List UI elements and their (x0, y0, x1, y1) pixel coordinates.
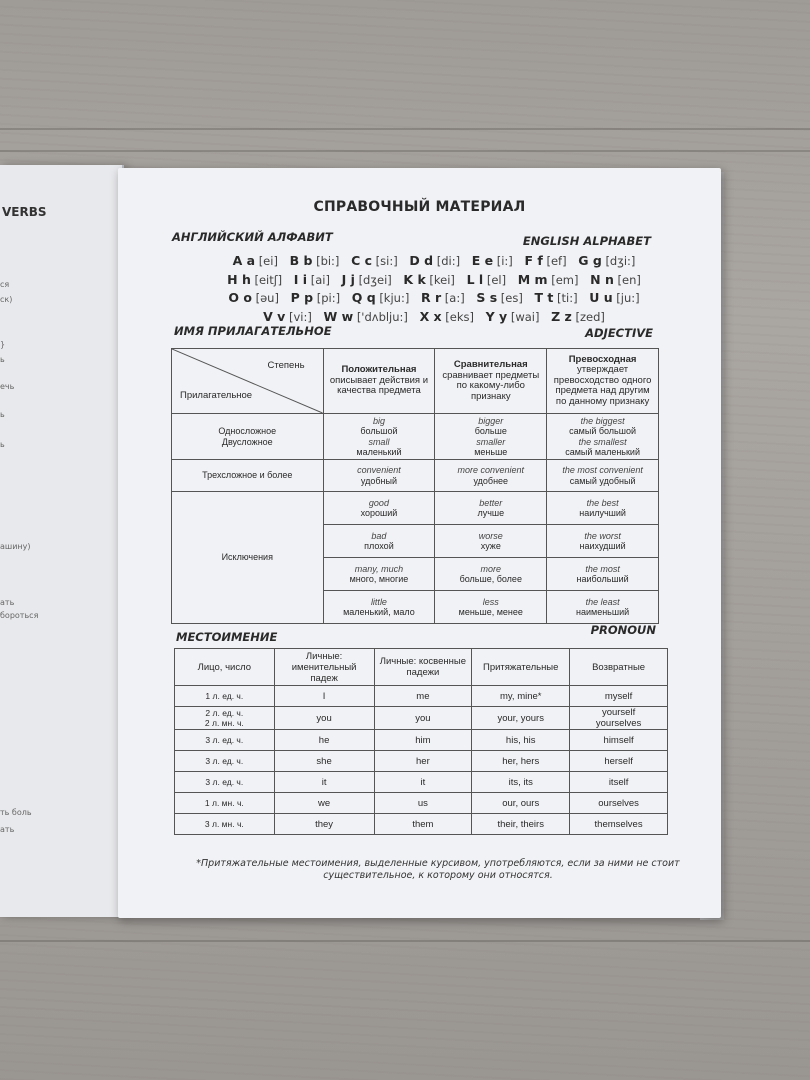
table-cell: they (274, 814, 374, 835)
table-cell: her (374, 751, 472, 772)
letter: Z z (551, 308, 572, 324)
letter: I i (293, 271, 308, 287)
letter: T t (534, 290, 554, 305)
russian-word: много, многие (349, 574, 409, 584)
transcription: [zed] (575, 309, 605, 324)
russian-word: самый большой (569, 426, 637, 436)
adjective-heading-ru: ИМЯ ПРИЛАГАТЕЛЬНОЕ (174, 324, 332, 338)
left-page-fragment: } (0, 340, 6, 349)
footnote-line: существительное, к которому они относятся. (323, 870, 553, 881)
table-cell (323, 460, 435, 492)
english-word: good (368, 497, 389, 508)
table-cell (323, 414, 435, 460)
letter: B b (289, 253, 313, 268)
row-label (172, 414, 324, 460)
table-row (175, 772, 668, 793)
pronoun-heading-ru: МЕСТОИМЕНИЕ (176, 630, 278, 644)
left-page (0, 165, 124, 917)
table-cell (547, 591, 659, 624)
person-number-line: 2 л. мн. ч. (204, 718, 244, 728)
adjective-corner-cell (172, 349, 324, 414)
russian-word: самый удобный (569, 475, 636, 486)
table-cell (323, 558, 435, 591)
left-page-fragment: ать (0, 825, 15, 834)
person-number: 1 л. ед. ч. (175, 686, 275, 707)
table-cell: we (274, 793, 374, 814)
transcription: [eks] (445, 309, 474, 324)
table-cell: our, ours (472, 793, 570, 814)
left-page-fragment: ь (0, 410, 5, 419)
person-number: 3 л. ед. ч. (175, 751, 275, 772)
english-word: convenient (357, 465, 401, 475)
letter: Y y (485, 308, 508, 324)
table-cell: it (274, 772, 374, 793)
letter: R r (420, 290, 442, 305)
english-word: the biggest (580, 415, 625, 426)
column-header-positive (323, 349, 435, 414)
transcription: [bi:] (316, 254, 340, 268)
transcription: [wai] (510, 309, 540, 324)
degree-label: Степень (267, 360, 305, 371)
table-cell: its, its (472, 772, 570, 793)
transcription: [es] (500, 291, 523, 305)
table-cell: he (274, 730, 374, 751)
table-cell (435, 591, 547, 624)
table-cell: it (374, 772, 472, 793)
column-desc: описывает действия и качества предмета (329, 374, 429, 397)
left-page-fragment: ть боль (0, 808, 32, 817)
footnote (158, 858, 718, 882)
alphabet-row (158, 289, 718, 308)
table-cell (323, 525, 435, 558)
alphabet-heading-en: ENGLISH ALPHABET (522, 234, 651, 248)
table-cell: my, mine* (472, 686, 570, 707)
column-title: Положительная (341, 364, 417, 376)
english-word: bad (371, 530, 387, 541)
table-cell: his, his (472, 730, 570, 751)
table-cell: I (274, 686, 374, 707)
reflexive-line: yourself (601, 707, 636, 718)
person-number-line: 2 л. ед. ч. (205, 708, 244, 718)
russian-word: наибольший (576, 574, 629, 584)
letter: W w (323, 308, 354, 324)
table-cell (547, 460, 659, 492)
transcription: [i:] (496, 254, 513, 268)
russian-word: больше, более (459, 574, 522, 584)
pronoun-heading-en: PRONOUN (590, 623, 656, 637)
table-cell (547, 492, 659, 525)
english-word: less (482, 596, 499, 607)
english-word: little (370, 596, 387, 607)
letter: V v (263, 308, 286, 324)
reflexive-line: yourselves (595, 718, 642, 729)
table-row (175, 686, 668, 707)
transcription: [əu] (255, 291, 279, 305)
table-cell: her, hers (472, 751, 570, 772)
letter: E e (471, 253, 494, 268)
table-cell (435, 460, 547, 492)
russian-word: наилучший (579, 508, 626, 518)
table-cell (435, 492, 547, 525)
column-header: Притяжательные (472, 649, 570, 686)
transcription: [ef] (546, 254, 567, 268)
table-cell (547, 558, 659, 591)
transcription: [el] (486, 272, 507, 287)
russian-word: хуже (480, 541, 501, 551)
adjective-heading-en: ADJECTIVE (585, 326, 653, 340)
person-number: 3 л. ед. ч. (175, 772, 275, 793)
russian-word: самый маленький (565, 447, 640, 457)
letter: L l (466, 271, 484, 287)
transcription: [em] (551, 272, 579, 287)
table-cell: herself (570, 751, 668, 772)
transcription: [pi:] (316, 291, 341, 305)
english-word: the smallest (578, 436, 627, 447)
table-row (175, 814, 668, 835)
alphabet-row (158, 252, 718, 271)
transcription: [vi:] (288, 309, 312, 324)
alphabet-block (158, 252, 718, 326)
table-cell: ourselves (570, 793, 668, 814)
english-word: the best (586, 497, 619, 508)
table-row (175, 730, 668, 751)
letter: P p (290, 290, 314, 305)
table-cell: itself (570, 772, 668, 793)
transcription: [ai] (310, 272, 330, 287)
row-label-line: Двусложное (221, 436, 273, 447)
row-label: Исключения (172, 492, 324, 624)
letter: M m (517, 271, 548, 287)
letter: J j (341, 271, 355, 287)
transcription: [si:] (375, 254, 398, 268)
table-cell: him (374, 730, 472, 751)
transcription: [ei] (258, 254, 278, 268)
table-cell: himself (570, 730, 668, 751)
person-number: 3 л. ед. ч. (175, 730, 275, 751)
left-page-fragment: ся (0, 280, 10, 289)
reference-page (118, 168, 721, 918)
table-cell: us (374, 793, 472, 814)
column-desc: сравнивает предметы по какому-либо признаку (442, 369, 540, 402)
russian-word: больше (474, 426, 507, 436)
transcription: [dʒei] (358, 272, 392, 287)
pronoun-table (174, 648, 668, 835)
letter: A a (232, 253, 256, 268)
letter: H h (227, 271, 251, 287)
table-cell: your, yours (472, 707, 570, 730)
russian-word: наихудший (579, 541, 626, 551)
russian-word: меньше (474, 447, 508, 457)
column-desc: утверждает превосходство одного предмета над другим по данному признаку (553, 364, 652, 407)
table-cell: them (374, 814, 472, 835)
column-header-superlative (547, 349, 659, 414)
russian-word: плохой (364, 541, 394, 551)
letter: Q q (351, 290, 376, 305)
table-cell (547, 525, 659, 558)
table-row (175, 707, 668, 730)
table-cell: me (374, 686, 472, 707)
alphabet-row (158, 271, 718, 290)
column-title: Сравнительная (453, 359, 528, 370)
russian-word: удобнее (473, 475, 509, 486)
column-header: Лицо, число (175, 649, 275, 686)
russian-word: маленький (356, 447, 402, 457)
left-page-header: VERBS (2, 205, 47, 219)
letter: F f (524, 253, 543, 268)
letter: U u (589, 290, 613, 305)
table-cell: myself (570, 686, 668, 707)
letter: G g (578, 253, 602, 268)
alphabet-heading-ru: АНГЛИЙСКИЙ АЛФАВИТ (172, 230, 333, 244)
table-cell (323, 492, 435, 525)
letter: C c (351, 253, 373, 268)
person-number: 1 л. мн. ч. (175, 793, 275, 814)
column-title: Превосходная (568, 353, 637, 365)
english-word: bigger (478, 415, 504, 426)
russian-word: меньше, менее (458, 607, 523, 617)
russian-word: хороший (360, 508, 398, 518)
transcription: [eitʃ] (254, 272, 283, 287)
table-cell: she (274, 751, 374, 772)
english-word: more (480, 563, 502, 574)
english-word: big (372, 415, 385, 426)
transcription: [ti:] (557, 291, 578, 305)
person-number (175, 707, 275, 730)
english-word: the most convenient (562, 465, 643, 475)
left-page-fragment: ь (0, 440, 5, 449)
page-title: СПРАВОЧНЫЙ МАТЕРИАЛ (313, 199, 526, 215)
letter: K k (403, 271, 426, 287)
table-cell (570, 707, 668, 730)
transcription: [a:] (444, 291, 465, 305)
left-page-fragment: ск) (0, 295, 13, 304)
letter: S s (476, 290, 498, 305)
left-page-fragment: ать (0, 598, 15, 607)
transcription: [en] (617, 272, 641, 287)
letter: X x (419, 308, 442, 324)
russian-word: маленький, мало (343, 607, 415, 617)
transcription: [ju:] (616, 291, 640, 305)
english-word: smaller (476, 436, 506, 447)
russian-word: большой (360, 426, 398, 436)
table-cell: their, theirs (472, 814, 570, 835)
table-cell (547, 414, 659, 460)
left-page-fragment: ечь (0, 382, 15, 391)
english-word: better (479, 497, 503, 508)
english-word: the least (585, 596, 620, 607)
english-word: more convenient (457, 465, 525, 475)
english-word: the most (585, 563, 620, 574)
english-word: worse (478, 530, 503, 541)
english-word: many, much (354, 563, 404, 574)
person-number: 3 л. мн. ч. (175, 814, 275, 835)
transcription: [dʒi:] (605, 254, 636, 268)
table-row (175, 793, 668, 814)
left-page-fragment: бороться (0, 611, 39, 620)
russian-word: лучше (477, 508, 505, 518)
adjective-label: Прилагательное (180, 389, 253, 401)
transcription: [kju:] (379, 291, 410, 305)
row-label-line: Односложное (218, 426, 277, 436)
column-header-comparative (435, 349, 547, 414)
letter: N n (590, 271, 614, 287)
table-cell: you (274, 707, 374, 730)
table-cell: you (374, 707, 472, 730)
table-cell (435, 414, 547, 460)
letter: D d (409, 253, 434, 268)
column-header: Личные: косвенные падежи (374, 649, 472, 686)
transcription: ['dʌblju:] (356, 309, 408, 324)
letter: O o (228, 290, 252, 305)
table-row (175, 751, 668, 772)
left-page-fragment: ь (0, 355, 5, 364)
table-cell: themselves (570, 814, 668, 835)
english-word: small (368, 436, 390, 447)
transcription: [kei] (429, 272, 455, 287)
table-cell (435, 525, 547, 558)
column-header: Личные: именительный падеж (274, 649, 374, 686)
row-label: Трехсложное и более (172, 460, 324, 492)
table-cell (435, 558, 547, 591)
left-page-fragment: ашину) (0, 542, 31, 551)
adjective-table (171, 348, 659, 624)
english-word: the worst (584, 530, 621, 541)
russian-word: удобный (360, 475, 397, 486)
transcription: [di:] (436, 254, 461, 268)
footnote-line: *Притяжательные местоимения, выделенные курсивом, употребляются, если за ними не стоит (196, 858, 680, 869)
russian-word: наименьший (576, 607, 630, 617)
column-header: Возвратные (570, 649, 668, 686)
table-cell (323, 591, 435, 624)
